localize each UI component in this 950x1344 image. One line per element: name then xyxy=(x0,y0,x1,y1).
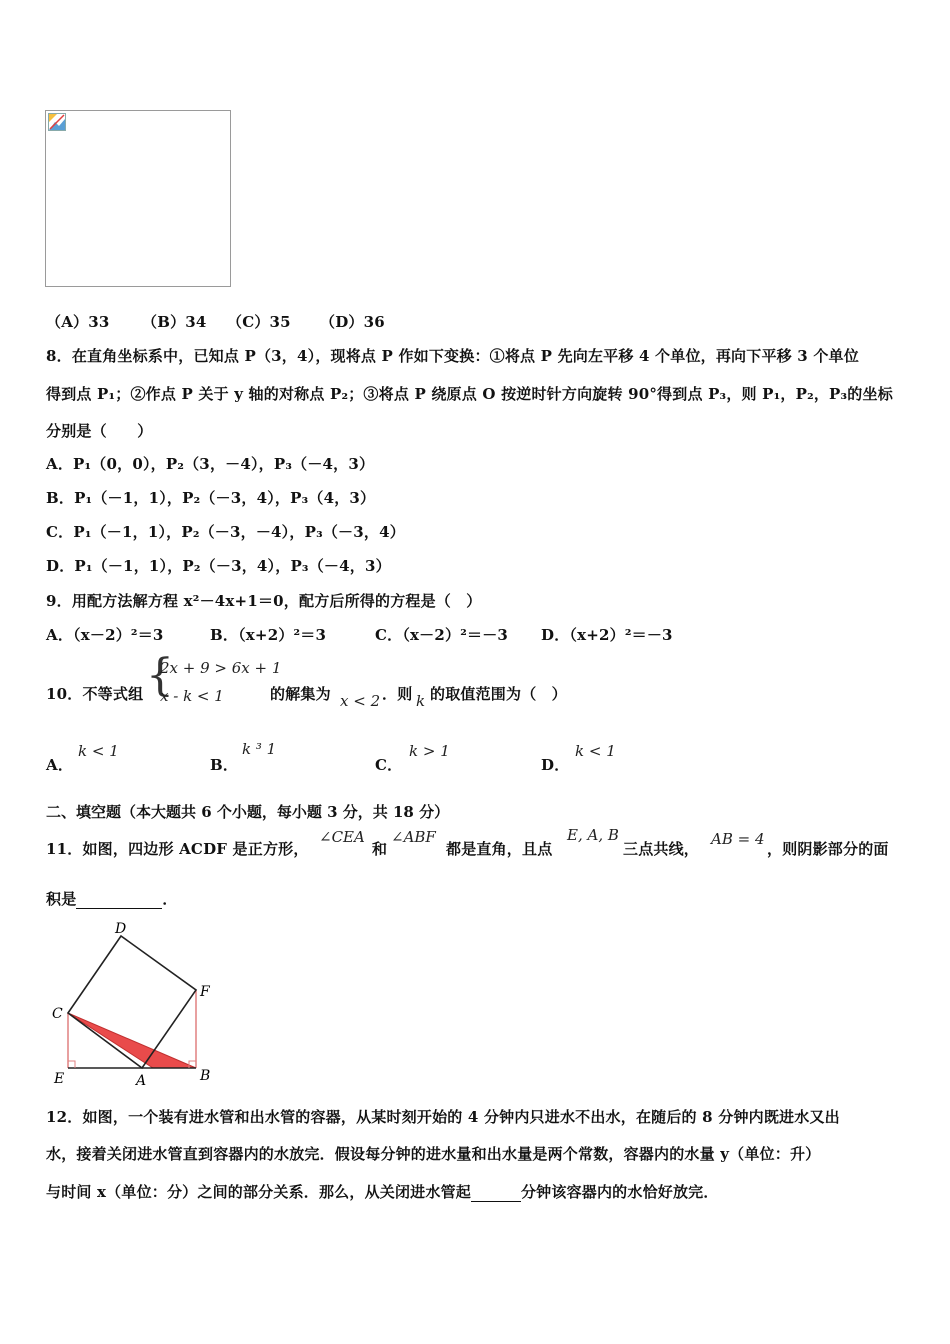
q10-option-d-label: D． xyxy=(541,756,570,774)
q12-line3a: 与时间 x（单位：分）之间的部分关系．那么，从关闭进水管起 xyxy=(46,1183,471,1201)
label-d: D xyxy=(115,921,127,937)
q10-suffix: 的取值范围为（ ） xyxy=(430,685,567,703)
label-a: A xyxy=(136,1073,147,1089)
q7-option-c: （C）35 xyxy=(227,313,291,331)
label-c: C xyxy=(52,1006,63,1022)
q8-stem-line3: 分别是（ ） xyxy=(46,422,153,440)
broken-image-placeholder xyxy=(45,110,231,287)
q11-line2-text: 积是 xyxy=(46,890,77,908)
q10-option-c-label: C． xyxy=(375,756,403,774)
q10-mid-text: 的解集为 xyxy=(270,685,331,703)
q11-part5: ，则阴影部分的面 xyxy=(767,840,889,858)
q11-line2-end: ． xyxy=(162,890,178,908)
label-f: F xyxy=(200,984,210,1000)
q11-angle-cea: ∠CEA xyxy=(319,828,365,846)
q11-part3: 都是直角，且点 xyxy=(446,840,553,858)
q10-option-b-math: k ³ 1 xyxy=(242,740,277,758)
q9-option-b: B．（x+2）²＝3 xyxy=(210,626,327,644)
q8-option-c: C．P₁（－1，1），P₂（－3，－4），P₃（－3，4） xyxy=(46,523,405,541)
q12-answer-blank[interactable] xyxy=(471,1183,521,1202)
label-e: E xyxy=(54,1071,65,1087)
q9-option-d: D．（x+2）²＝－3 xyxy=(541,626,673,644)
q10-option-a-math: k < 1 xyxy=(78,742,119,760)
q12-line1: 12．如图，一个装有进水管和出水管的容器，从某时刻开始的 4 分钟内只进水不出水，在随后的 8 分钟内既进水又出 xyxy=(46,1108,840,1126)
q11-part1: 11．如图，四边形 ACDF 是正方形， xyxy=(46,840,309,858)
q8-stem-line1: 8．在直角坐标系中，已知点 P（3，4），现将点 P 作如下变换：①将点 P 先向左平移 4 个单位，再向下平移 3 个单位 xyxy=(46,347,859,365)
q8-stem-line2: 得到点 P₁；②作点 P 关于 y 轴的对称点 P₂；③将点 P 绕原点 O 按逆时针方向旋转 90°得到点 P₃，则 P₁，P₂，P₃的坐标 xyxy=(46,385,893,403)
q11-ab-eq-4: AB = 4 xyxy=(711,830,765,848)
q10-option-b-label: B． xyxy=(210,756,239,774)
q7-option-a: （A）33 xyxy=(46,313,110,331)
q8-option-a: A．P₁（0，0），P₂（3，－4），P₃（－4，3） xyxy=(46,455,375,473)
q10-then: ．则 xyxy=(382,685,413,703)
q10-option-d-math: k < 1 xyxy=(575,742,616,760)
label-b: B xyxy=(200,1068,211,1084)
q11-part2: 和 xyxy=(372,840,388,858)
q9-option-a: A．（x－2）²＝3 xyxy=(46,626,164,644)
q7-option-b: （B）34 xyxy=(142,313,207,331)
q8-option-d: D．P₁（－1，1），P₂（－3，4），P₃（－4，3） xyxy=(46,557,391,575)
section-2-title: 二、填空题（本大题共 6 个小题，每小题 3 分，共 18 分） xyxy=(46,803,450,821)
q10-brace: { xyxy=(146,650,174,701)
q10-option-c-math: k > 1 xyxy=(409,742,450,760)
q10-inequality-2: x - k < 1 xyxy=(160,687,224,705)
q9-option-c: C．（x－2）²＝－3 xyxy=(375,626,509,644)
q11-part4: 三点共线， xyxy=(623,840,700,858)
q11-points-eab: E, A, B xyxy=(567,826,619,844)
q12-line3 xyxy=(46,1181,719,1202)
q11-square-figure xyxy=(46,920,226,1092)
q10-prefix: 10．不等式组 xyxy=(46,685,144,703)
q11-answer-blank[interactable] xyxy=(76,890,162,909)
q12-line2: 水，接着关闭进水管直到容器内的水放完．假设每分钟的进水量和出水量是两个常数，容器内的水量 y（单位：升） xyxy=(46,1145,821,1163)
q7-option-d: （D）36 xyxy=(320,313,385,331)
broken-image-icon xyxy=(48,113,66,131)
q10-inequality-1: 2x + 9 > 6x + 1 xyxy=(160,659,282,677)
q10-option-a-label: A． xyxy=(46,756,74,774)
q9-stem: 9．用配方法解方程 x²－4x+1＝0，配方后所得的方程是（ ） xyxy=(46,592,482,610)
q11-angle-abf: ∠ABF xyxy=(391,828,436,846)
q12-line3b: 分钟该容器内的水恰好放完． xyxy=(520,1183,719,1201)
q11-line2 xyxy=(46,888,178,909)
q8-option-b: B．P₁（－1，1），P₂（－3，4），P₃（4，3） xyxy=(46,489,376,507)
right-angle-e xyxy=(68,1061,75,1068)
q10-solution: x < 2 xyxy=(340,692,381,710)
q10-k: k xyxy=(416,692,426,710)
